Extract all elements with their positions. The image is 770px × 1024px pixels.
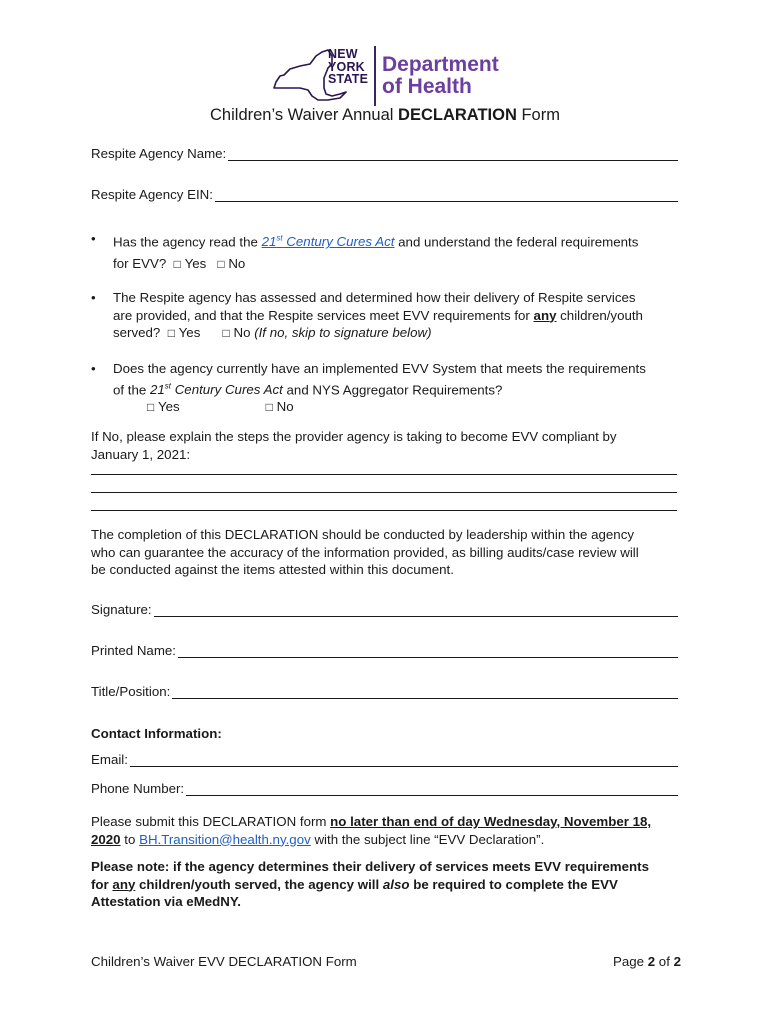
q3-options xyxy=(147,398,683,417)
title-suffix: Form xyxy=(516,106,560,124)
phone-field[interactable] xyxy=(91,781,678,796)
completion-line-1: The completion of this DECLARATION should be conducted by leadership within the agency xyxy=(91,527,635,542)
title-position-line[interactable] xyxy=(172,684,678,699)
cures-act-link-sup: st xyxy=(276,234,283,243)
footer-page-number xyxy=(613,954,681,969)
explain-prompt xyxy=(91,428,681,463)
q2-line-2 xyxy=(113,307,683,325)
logo-state-line-1: NEW xyxy=(328,47,358,61)
email-field[interactable] xyxy=(91,752,678,767)
submit-instructions xyxy=(91,813,681,848)
email-line[interactable] xyxy=(130,752,678,767)
logo-dept-line-1: Department xyxy=(382,53,499,76)
new-york-state-wordmark xyxy=(328,48,368,86)
completion-line-2: who can guarantee the accuracy of the information provided, as billing audits/case review will xyxy=(91,544,639,560)
page-total: 2 xyxy=(673,954,681,969)
q1-pre: Has the agency read the xyxy=(113,234,262,250)
cures-act-link[interactable] xyxy=(262,234,395,249)
submit-email-link[interactable]: BH.Transition@health.ny.gov xyxy=(139,831,311,847)
q1-post: and understand the federal requirements xyxy=(394,234,639,250)
q2-any: any xyxy=(533,307,557,323)
bullet-icon: • xyxy=(91,361,96,376)
footer-form-name: Children’s Waiver EVV DECLARATION Form xyxy=(91,954,357,969)
note-pre: for xyxy=(91,876,113,892)
title-position-field[interactable] xyxy=(91,684,678,699)
agency-name-line[interactable] xyxy=(228,146,678,161)
department-of-health-wordmark xyxy=(382,54,499,98)
submit-line-1 xyxy=(91,813,681,831)
agency-name-field[interactable] xyxy=(91,146,678,161)
q3-yes-label: Yes xyxy=(157,399,180,415)
q1-no-label: No xyxy=(228,255,246,271)
agency-ein-field[interactable] xyxy=(91,187,678,202)
note-any: any xyxy=(112,876,136,892)
contact-heading: Contact Information: xyxy=(91,726,222,741)
note-also: also xyxy=(382,876,410,892)
explain-answer-line-3[interactable] xyxy=(91,510,677,511)
logo-dept-line-2: of Health xyxy=(382,75,472,98)
logo-state-line-2: YORK xyxy=(328,59,365,74)
nys-doh-logo xyxy=(270,42,510,108)
logo-divider xyxy=(374,46,376,106)
q2-yes-label: Yes xyxy=(178,325,201,340)
explain-line-1: If No, please explain the steps the provider agency is taking to become EVV compliant by xyxy=(91,429,617,444)
q1-no-checkbox[interactable]: □ xyxy=(217,256,225,271)
q3-no-label: No xyxy=(276,399,294,415)
q3-cures-act xyxy=(150,382,283,397)
submit-post: with the subject line “EVV Declaration”. xyxy=(310,831,545,847)
note-line-3: Attestation via eMedNY. xyxy=(91,894,241,909)
signature-label: Signature: xyxy=(91,602,152,617)
agency-ein-label: Respite Agency EIN: xyxy=(91,187,213,202)
phone-label: Phone Number: xyxy=(91,781,185,796)
bullet-icon: • xyxy=(91,231,96,246)
submit-deadline: no later than end of day Wednesday, November 18, xyxy=(330,814,652,829)
submit-pre: Please submit this DECLARATION form xyxy=(91,814,331,829)
q2-skip-note: (If no, skip to signature below) xyxy=(254,325,432,340)
q3-cures-sup: st xyxy=(164,381,171,391)
q3-cures-b: Century Cures Act xyxy=(171,381,283,397)
q2-yes-checkbox[interactable]: □ xyxy=(167,326,175,340)
q2-question: served? xyxy=(113,325,161,340)
submit-deadline-year: 2020 xyxy=(91,831,121,847)
q3-line2-pre: of the xyxy=(113,381,150,397)
printed-name-line[interactable] xyxy=(178,643,678,658)
q1-line-1 xyxy=(113,230,683,251)
signature-field[interactable] xyxy=(91,602,678,617)
page-num: 2 xyxy=(647,954,656,969)
q3-line2-post: and NYS Aggregator Requirements? xyxy=(282,381,503,397)
printed-name-field[interactable] xyxy=(91,643,678,658)
submit-mid: to xyxy=(120,831,140,847)
note-post: be required to complete the EVV xyxy=(409,876,618,892)
note-line-2 xyxy=(91,876,681,894)
q2-line2-post: children/youth xyxy=(556,307,643,323)
page-of: of xyxy=(655,954,674,969)
q2-no-checkbox[interactable]: □ xyxy=(222,326,230,340)
cures-act-link-b: Century Cures Act xyxy=(282,234,395,250)
bullet-icon: • xyxy=(91,290,96,305)
note-line-1: Please note: if the agency determines their delivery of services meets EVV requirements xyxy=(91,859,649,874)
question-3 xyxy=(91,360,681,418)
q2-line2-pre: are provided, and that the Respite services meet EVV requirements for xyxy=(113,307,534,323)
q2-line-1: The Respite agency has assessed and determined how their delivery of Respite services xyxy=(113,290,636,305)
explain-answer-line-1[interactable] xyxy=(91,474,677,475)
form-title xyxy=(0,106,770,125)
title-bold: DECLARATION xyxy=(398,106,517,124)
q3-line-2 xyxy=(113,378,683,399)
title-position-label: Title/Position: xyxy=(91,684,171,699)
please-note xyxy=(91,858,681,911)
agency-ein-line[interactable] xyxy=(215,187,678,202)
note-mid: children/youth served, the agency will xyxy=(135,876,383,892)
q2-no-label: No xyxy=(233,325,251,340)
cures-act-link-a: 21 xyxy=(261,234,277,250)
question-1 xyxy=(91,230,681,270)
submit-line-2 xyxy=(91,831,681,849)
q3-cures-a: 21 xyxy=(149,381,165,397)
q3-line-1: Does the agency currently have an implemented EVV System that meets the requirements xyxy=(113,361,646,376)
completion-line-3: be conducted against the items attested within this document. xyxy=(91,562,454,577)
question-2 xyxy=(91,289,681,345)
phone-line[interactable] xyxy=(186,781,678,796)
completion-paragraph xyxy=(91,526,681,579)
q1-question: for EVV? xyxy=(113,255,167,271)
agency-name-label: Respite Agency Name: xyxy=(91,146,227,161)
q3-yes-checkbox[interactable]: □ xyxy=(147,400,155,415)
logo-state-line-3: STATE xyxy=(328,72,369,86)
title-prefix: Children’s Waiver Annual xyxy=(210,106,399,124)
page-label: Page xyxy=(612,954,648,969)
q1-line-2 xyxy=(113,255,683,274)
q2-line-3 xyxy=(113,324,683,343)
q1-yes-checkbox[interactable]: □ xyxy=(173,256,181,271)
printed-name-label: Printed Name: xyxy=(91,643,176,658)
email-label: Email: xyxy=(91,752,128,767)
explain-answer-line-2[interactable] xyxy=(91,492,677,493)
explain-line-2: January 1, 2021: xyxy=(91,446,191,462)
q1-yes-label: Yes xyxy=(184,255,207,271)
q3-no-checkbox[interactable]: □ xyxy=(265,400,273,415)
signature-line[interactable] xyxy=(154,602,678,617)
